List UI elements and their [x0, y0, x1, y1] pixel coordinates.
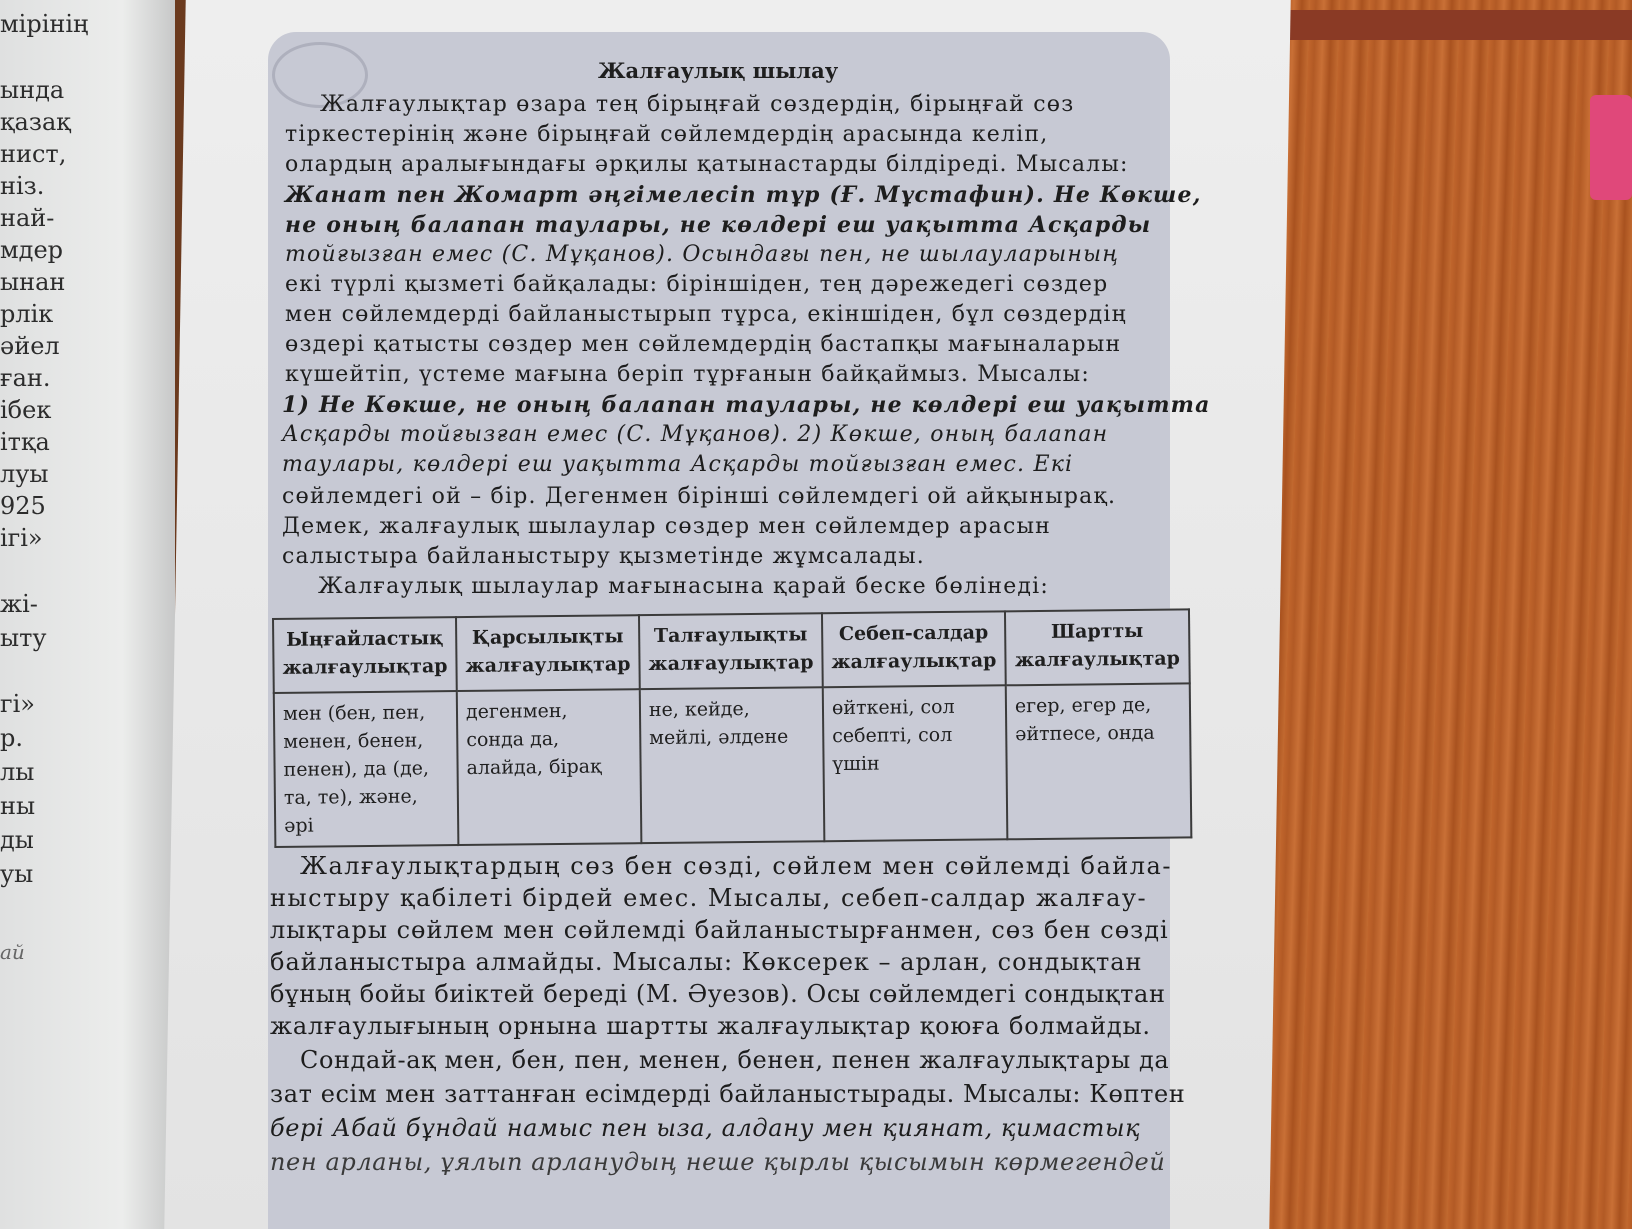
paragraph-line: не оның балапан таулары, не көлдері еш уақытта Асқарды — [285, 212, 1152, 238]
section-title: Жалғаулық шылау — [598, 58, 839, 83]
left-line: ған. — [0, 364, 51, 392]
left-line: ітқа — [0, 428, 50, 456]
paragraph-line: Жалғаулықтардың сөз бен сөзді, сөйлем мен сөйлемді байла- — [300, 852, 1172, 880]
paragraph-line: тойғызған емес (С. Мұқанов). Осындағы пен, не шылауларының — [285, 242, 1120, 267]
conjunction-table — [272, 608, 1192, 846]
left-line: мірінің — [0, 10, 89, 38]
paragraph-line: тіркестерінің және бірыңғай сөйлемдердің арасында келіп, — [285, 122, 1049, 147]
table-header-row — [273, 609, 1190, 693]
table-header: Себеп-салдар жалғаулықтар — [822, 611, 1006, 687]
paragraph-line: 1) Не Көкше, не оның балапан таулары, не көлдері еш уақытта — [282, 392, 1211, 418]
paragraph-line: Жалғаулықтар өзара тең бірыңғай сөздердің, бірыңғай сөз — [320, 92, 1075, 117]
paragraph-line: таулары, көлдері еш уақытта Асқарды тойғызған емес. Екі — [282, 452, 1074, 477]
left-line: гі» — [0, 690, 35, 718]
left-line: ігі» — [0, 524, 43, 552]
left-line: ында — [0, 76, 65, 104]
paragraph-line: бері Абай бұндай намыс пен ыза, алдану мен қиянат, қимастық — [270, 1114, 1141, 1142]
left-line: най- — [0, 204, 55, 232]
table-cell: егер, егер де, әйтпесе, онда — [1006, 683, 1192, 839]
paragraph-line: ныстыру қабілеті бірдей емес. Мысалы, себеп-салдар жалғау- — [270, 884, 1148, 912]
paragraph-line: жалғаулығының орнына шартты жалғаулықтар қоюға болмайды. — [270, 1012, 1151, 1040]
paragraph-line: пен арланы, ұялып арланудың неше қырлы қысымын көрмегендей — [270, 1148, 1166, 1176]
paragraph-line: күшейтіп, үстеме мағына беріп тұрғанын байқаймыз. Мысалы: — [285, 362, 1090, 387]
left-line: әйел — [0, 332, 60, 360]
paragraph-line: Сондай-ақ мен, бен, пен, менен, бенен, пенен жалғаулықтары да — [300, 1046, 1170, 1074]
paragraph-line: лықтары сөйлем мен сөйлемді байланыстырғанмен, сөз бен сөзді — [270, 916, 1169, 944]
table-header: Талғаулықты жалғаулықтар — [639, 613, 823, 689]
table-header: Қарсылықты жалғаулықтар — [456, 615, 640, 691]
left-line: луы — [0, 460, 49, 488]
left-line: ібек — [0, 396, 52, 424]
desk-shelf — [1270, 10, 1632, 40]
left-line: ды — [0, 826, 34, 854]
paragraph-line: Демек, жалғаулық шылаулар сөздер мен сөйлемдер арасын — [282, 514, 1052, 539]
table-row — [274, 683, 1192, 847]
paragraph-line: мен сөйлемдерді байланыстырып тұрса, екіншіден, бұл сөздердің — [285, 302, 1127, 327]
pink-object — [1590, 95, 1632, 200]
paragraph-line: өздері қатысты сөздер мен сөйлемдердің бастапқы мағыналарын — [285, 332, 1122, 357]
table-intro: Жалғаулық шылаулар мағынасына қарай беске бөлінеді: — [318, 574, 1050, 599]
paragraph-line: бұның бойы биіктей береді (М. Әуезов). Осы сөйлемдегі сондықтан — [270, 980, 1166, 1008]
table-header: Шартты жалғаулықтар — [1005, 609, 1190, 685]
left-line: нiз. — [0, 172, 45, 200]
left-line: рлік — [0, 300, 54, 328]
table-cell: дегенмен, сонда да, алайда, бірақ — [457, 689, 642, 845]
paragraph-line: Жанат пен Жомарт әңгімелесіп тұр (Ғ. Мұстафин). Не Көкше, — [285, 182, 1202, 208]
left-line: ынан — [0, 268, 66, 296]
left-line: ыту — [0, 624, 47, 652]
table-header: Ыңғайластық жалғаулықтар — [273, 617, 457, 693]
left-line: қазақ — [0, 108, 71, 136]
paragraph-line: Асқарды тойғызған емес (С. Мұқанов). 2) Көкше, оның балапан — [282, 422, 1109, 447]
left-line: 925 — [0, 492, 46, 520]
table-cell: өйткені, сол себепті, сол үшін — [823, 685, 1008, 841]
paragraph-line: зат есім мен заттанған есімдерді байланыстырады. Мысалы: Көптен — [270, 1080, 1186, 1108]
table-cell: мен (бен, пен, менен, бенен, пенен), да (де, та, те), және, әрі — [274, 691, 459, 847]
left-line: нист, — [0, 140, 67, 168]
left-line: ай — [0, 940, 25, 964]
left-line: ны — [0, 792, 36, 820]
left-line: жі- — [0, 590, 38, 618]
paragraph-line: олардың аралығындағы әрқилы қатынастарды білдіреді. Мысалы: — [285, 152, 1129, 177]
left-line: лы — [0, 758, 35, 786]
paragraph-line: екі түрлі қызметі байқалады: біріншіден, тең дәрежедегі сөздер — [285, 272, 1109, 297]
left-line: р. — [0, 724, 23, 752]
left-page — [0, 0, 175, 1229]
paragraph-line: сөйлемдегі ой – бір. Дегенмен бірінші сөйлемдегі ой айқынырақ. — [282, 484, 1117, 509]
table-cell: не, кейде, мейлі, әлдене — [640, 687, 825, 843]
wooden-desk — [1250, 0, 1632, 1229]
paragraph-line: байланыстыра алмайды. Мысалы: Көксерек – арлан, сондықтан — [270, 948, 1143, 976]
left-line: уы — [0, 860, 34, 888]
paragraph-line: салыстыра байланыстыру қызметінде жұмсалады. — [282, 544, 925, 569]
left-line: мдер — [0, 236, 64, 264]
